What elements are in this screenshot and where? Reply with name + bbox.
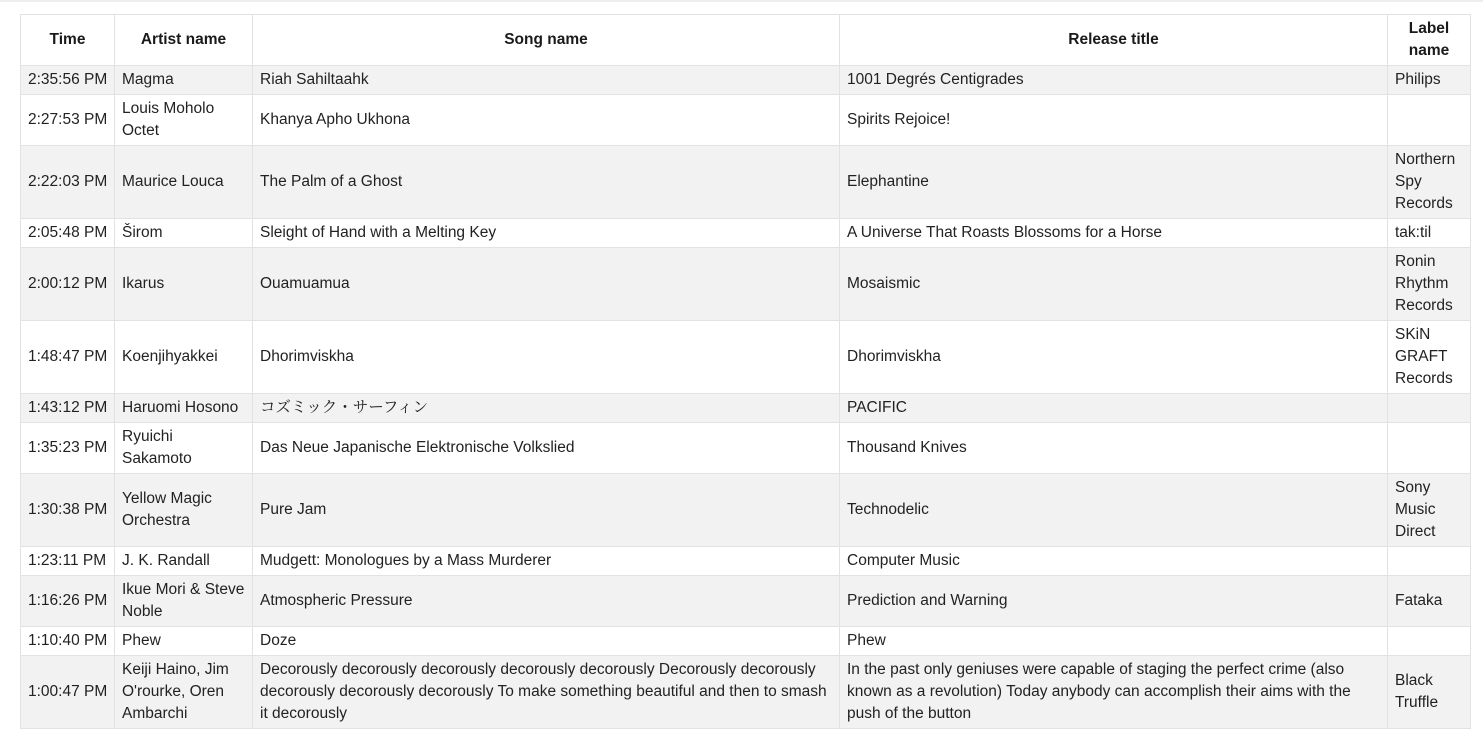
table-header [21,15,1471,66]
cell-time: 1:10:40 PM [21,627,115,656]
cell-song: Sleight of Hand with a Melting Key [253,219,840,248]
cell-release: Technodelic [840,474,1388,547]
table-row [21,219,1471,248]
top-divider [0,0,1483,2]
cell-song: Dhorimviskha [253,321,840,394]
cell-time: 1:48:47 PM [21,321,115,394]
cell-artist: Phew [115,627,253,656]
cell-label [1388,627,1471,656]
cell-time: 2:27:53 PM [21,95,115,146]
history-table-container [20,14,1471,729]
cell-release: Phew [840,627,1388,656]
table-row [21,423,1471,474]
cell-label: tak:til [1388,219,1471,248]
cell-label [1388,95,1471,146]
cell-label: Fataka [1388,576,1471,627]
cell-release: In the past only geniuses were capable of staging the perfect crime (also known as a revolution) Today anybody can accomplish their aims with the push of the button [840,656,1388,729]
column-header-artist: Artist name [115,15,253,66]
cell-time: 2:00:12 PM [21,248,115,321]
column-header-time: Time [21,15,115,66]
cell-release: Computer Music [840,547,1388,576]
table-row [21,321,1471,394]
cell-song: The Palm of a Ghost [253,146,840,219]
cell-artist: Magma [115,66,253,95]
cell-release: Spirits Rejoice! [840,95,1388,146]
cell-time: 1:16:26 PM [21,576,115,627]
cell-artist: Maurice Louca [115,146,253,219]
cell-artist: J. K. Randall [115,547,253,576]
cell-artist: Koenjihyakkei [115,321,253,394]
cell-song: コズミック・サーフィン [253,394,840,423]
cell-label: Sony Music Direct [1388,474,1471,547]
table-row [21,547,1471,576]
table-body [21,66,1471,729]
cell-release: PACIFIC [840,394,1388,423]
cell-release: Dhorimviskha [840,321,1388,394]
cell-label [1388,547,1471,576]
cell-artist: Keiji Haino, Jim O'rourke, Oren Ambarchi [115,656,253,729]
cell-time: 1:30:38 PM [21,474,115,547]
cell-song: Atmospheric Pressure [253,576,840,627]
cell-artist: Louis Moholo Octet [115,95,253,146]
cell-time: 1:35:23 PM [21,423,115,474]
cell-artist: Haruomi Hosono [115,394,253,423]
cell-artist: Ryuichi Sakamoto [115,423,253,474]
cell-label: SKiN GRAFT Records [1388,321,1471,394]
cell-release: Elephantine [840,146,1388,219]
cell-time: 2:22:03 PM [21,146,115,219]
table-row [21,474,1471,547]
table-row [21,394,1471,423]
cell-song: Ouamuamua [253,248,840,321]
cell-song: Khanya Apho Ukhona [253,95,840,146]
table-row [21,66,1471,95]
table-row [21,146,1471,219]
column-header-release: Release title [840,15,1388,66]
cell-release: 1001 Degrés Centigrades [840,66,1388,95]
cell-song: Riah Sahiltaahk [253,66,840,95]
table-row [21,576,1471,627]
cell-artist: Širom [115,219,253,248]
cell-label: Philips [1388,66,1471,95]
table-row [21,95,1471,146]
header-row [21,15,1471,66]
cell-time: 2:05:48 PM [21,219,115,248]
cell-time: 1:23:11 PM [21,547,115,576]
table-row [21,656,1471,729]
cell-label: Northern Spy Records [1388,146,1471,219]
cell-release: Thousand Knives [840,423,1388,474]
cell-artist: Ikarus [115,248,253,321]
cell-time: 1:43:12 PM [21,394,115,423]
history-table [20,14,1471,729]
cell-label: Ronin Rhythm Records [1388,248,1471,321]
column-header-label: Label name [1388,15,1471,66]
cell-song: Doze [253,627,840,656]
cell-release: A Universe That Roasts Blossoms for a Horse [840,219,1388,248]
cell-song: Decorously decorously decorously decorously decorously Decorously decorously decorously decorously decorously To make something beautiful and then to smash it decorously [253,656,840,729]
cell-label: Black Truffle [1388,656,1471,729]
cell-artist: Ikue Mori & Steve Noble [115,576,253,627]
cell-time: 1:00:47 PM [21,656,115,729]
cell-time: 2:35:56 PM [21,66,115,95]
cell-label [1388,423,1471,474]
cell-song: Pure Jam [253,474,840,547]
column-header-song: Song name [253,15,840,66]
cell-song: Das Neue Japanische Elektronische Volkslied [253,423,840,474]
cell-label [1388,394,1471,423]
table-row [21,248,1471,321]
table-row [21,627,1471,656]
cell-artist: Yellow Magic Orchestra [115,474,253,547]
cell-release: Mosaismic [840,248,1388,321]
cell-song: Mudgett: Monologues by a Mass Murderer [253,547,840,576]
cell-release: Prediction and Warning [840,576,1388,627]
